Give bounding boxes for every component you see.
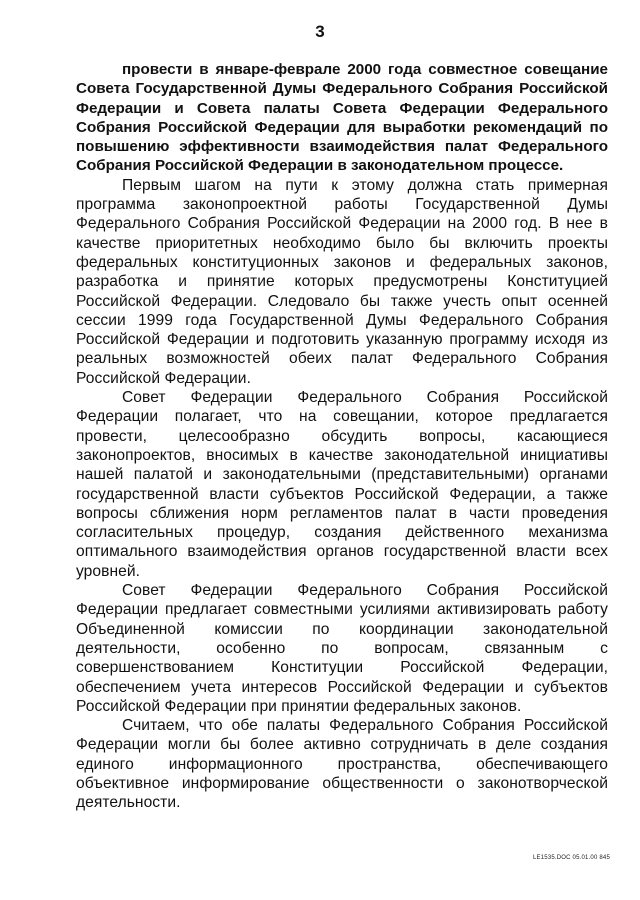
paragraph-continuation-bold: провести в январе-феврале 2000 года совместное совещание Совета Государственной Думы Федерального Собрания Российской Федерации и Совета палаты Совета Федерации Федерального Собрания Российской Федерации для выработки рекомендаций по повышению эффективности взаимодействия палат Федерального Собрания Российской Федерации в законодательном процессе. xyxy=(76,61,608,175)
paragraph-meeting-topics: Совет Федерации Федерального Собрания Российской Федерации полагает, что на совещании, которое предлагается провести, целесообразно обсудить вопросы, касающиеся законопроектов, вносимых в качестве законодательной инициативы нашей палатой и законодательными (представительными) органами государственной власти субъектов Российской Федерации, а также вопросы сближения норм регламентов палат в части проведения согласительных процедур, создания действенного механизма оптимального взаимодействия органов государственной власти всех уровней. xyxy=(76,389,608,580)
paragraph-program-plan: Первым шагом на пути к этому должна стать примерная программа законопроектной работы Государственной Думы Федерального Собрания Российской Федерации на 2000 год. В нее в качестве приоритетных необходимо было бы включить проекты федеральных конституционных законов и федеральных законов, разработка и принятие которых предусмотрены Конституцией Российской Федерации. Следовало бы также учесть опыт осенней сессии 1999 года Государственной Думы Федерального Собрания Российской Федерации и подготовить указанную программу исходя из реальных возможностей обеих палат Федерального Собрания Российской Федерации. xyxy=(76,176,608,387)
paragraph-joint-commission: Совет Федерации Федерального Собрания Российской Федерации предлагает совместными усилиями активизировать работу Объединенной комиссии по координации законодательной деятельности, особенно по вопросам, связанным с совершенствованием Конституции Российской Федерации, обеспечением учета интересов Российской Федерации и субъектов Российской Федерации при принятии федеральных законов. xyxy=(76,582,608,715)
page-number: 3 xyxy=(315,22,325,41)
document-body xyxy=(76,60,608,813)
footer-file-code: LE1535.DOC 05.01.00 845 xyxy=(533,855,610,861)
paragraph-information-space: Считаем, что обе палаты Федерального Собрания Российской Федерации могли бы более активно сотрудничать в деле создания единого информационного пространства, обеспечивающего объективное информирование общественности о законотворческой деятельности. xyxy=(76,717,608,812)
